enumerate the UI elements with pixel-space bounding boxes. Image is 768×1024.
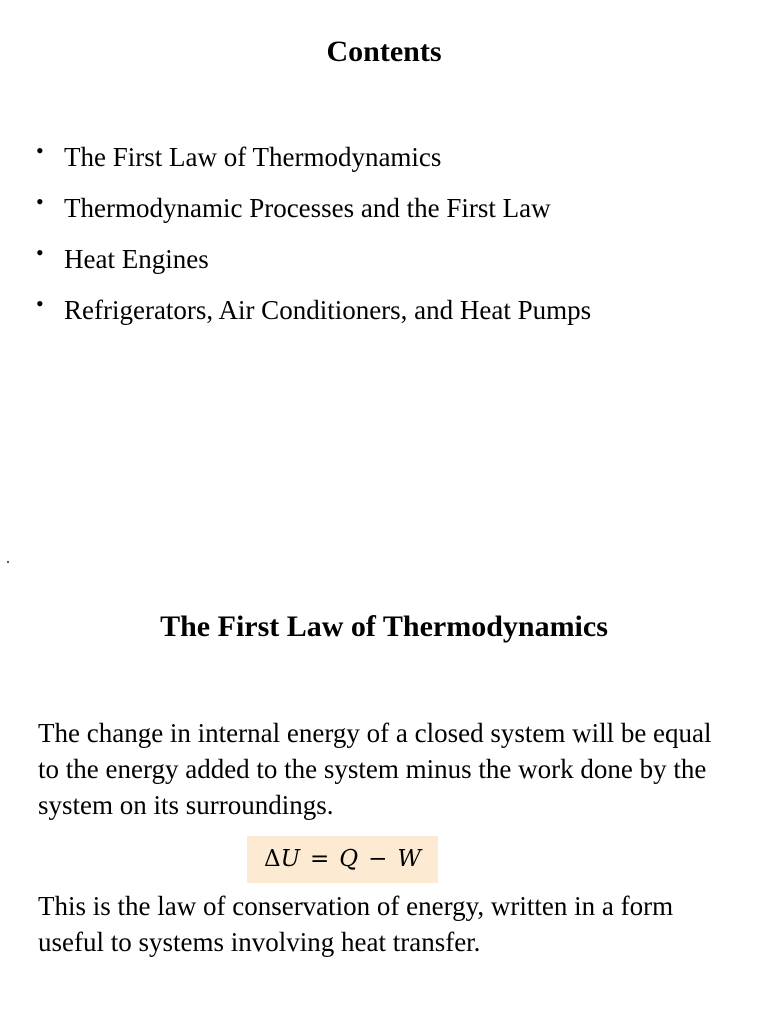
list-item <box>36 291 736 342</box>
list-item <box>36 189 736 240</box>
list-item <box>36 240 736 291</box>
list-item-label: The First Law of Thermodynamics <box>64 142 442 172</box>
list-item-label: Thermodynamic Processes and the First Law <box>64 193 551 223</box>
definition-paragraph: The change in internal energy of a closed system will be equal to the energy added to the system minus the work done by the system on its surroundings. <box>38 718 712 820</box>
slide-separator-mark <box>7 561 9 563</box>
first-law-formula <box>247 836 438 883</box>
contents-title: Contents <box>326 35 442 68</box>
list-item-label: Heat Engines <box>64 244 209 274</box>
bullet-icon: • <box>36 240 44 265</box>
list-item <box>36 138 736 189</box>
formula-equals: = <box>309 846 330 872</box>
first-law-title: The First Law of Thermodynamics <box>160 610 608 643</box>
list-item-label: Refrigerators, Air Conditioners, and Heat Pumps <box>64 295 592 325</box>
formula-work: W <box>397 846 422 872</box>
bullet-icon: • <box>36 138 44 163</box>
bullet-icon: • <box>36 189 44 214</box>
formula-minus: − <box>368 846 388 872</box>
bullet-icon: • <box>36 291 44 316</box>
first-law-slide <box>0 568 768 1024</box>
formula-heat: Q <box>339 846 359 872</box>
formula-delta: Δ <box>263 846 281 872</box>
formula-internal-energy: U <box>280 846 300 872</box>
contents-list <box>36 138 736 342</box>
conservation-paragraph: This is the law of conservation of energy, written in a form useful to systems involving heat transfer. <box>38 891 674 957</box>
